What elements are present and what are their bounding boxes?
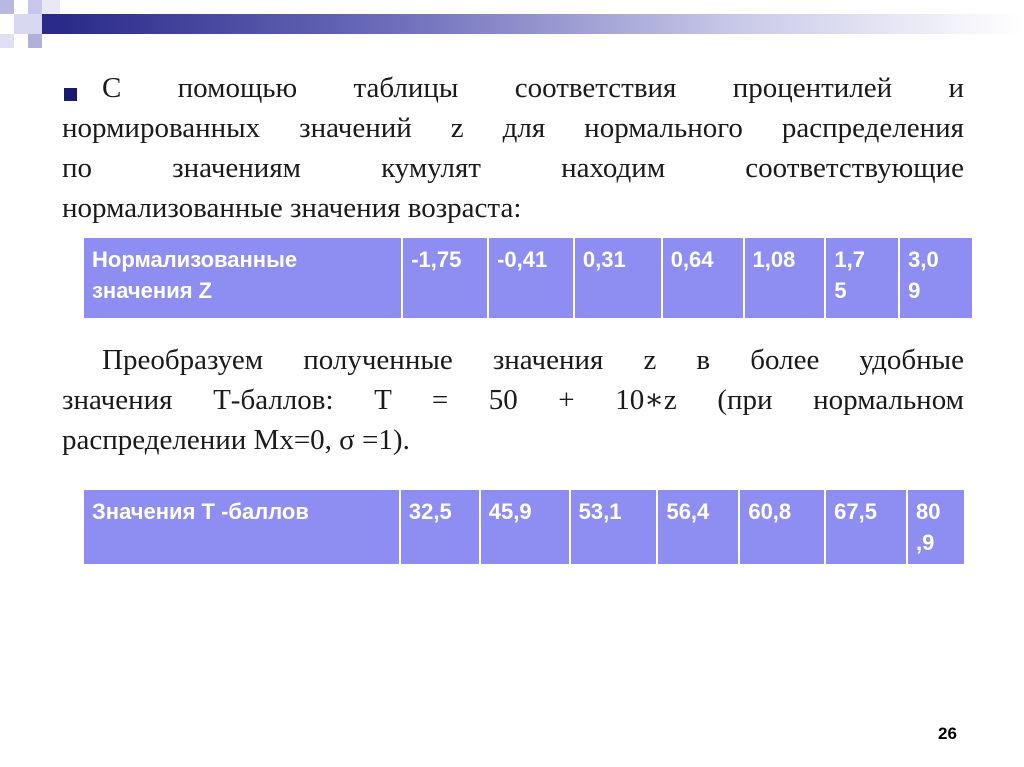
paragraph-line: нормированных значений z для нормального распределения [62,112,964,144]
t-scores-table [82,488,966,566]
cell-value: 53,1 [578,499,622,524]
paragraph-line: распределении Mx=0, σ =1). [62,424,410,456]
paragraph-line: нормализованные значения возраста: [62,192,522,224]
decor-square [42,0,60,14]
table-cell [825,237,899,319]
intro-paragraph [62,68,964,228]
cell-value: 5 [834,278,847,303]
table-cell [825,489,907,565]
decor-square [0,0,14,14]
decor-square [0,34,14,48]
cell-value: 9 [908,278,921,303]
decor-square [14,0,28,14]
cell-value: 0,64 [670,247,714,272]
cell-text: Значения Т -баллов [92,499,309,524]
table-row [83,237,973,319]
table-cell [739,489,825,565]
decor-square [14,14,42,34]
table-row [83,489,965,565]
decor-square [42,14,60,34]
cell-value: 67,5 [834,499,877,524]
cell-value: 80 [916,499,941,524]
cell-value: 0,31 [582,247,626,272]
cell-value: ,9 [916,530,935,555]
table-cell [662,237,744,319]
cell-value: 60,8 [748,499,792,524]
table-cell [570,489,658,565]
table-cell [907,489,965,565]
z-values-table [82,236,974,320]
table-header-cell [83,237,402,319]
table-cell [402,237,488,319]
cell-value: -1,75 [411,247,462,272]
cell-value: 56,4 [666,499,710,524]
cell-value: 3,0 [908,247,939,272]
t-scores-paragraph [62,340,964,460]
decor-square [28,0,42,14]
cell-value: 1,08 [752,247,796,272]
table-cell [574,237,662,319]
paragraph-line: С помощью таблицы соответствия процентилей и [102,72,964,104]
page-number: 26 [938,724,957,743]
cell-value: 32,5 [408,499,452,524]
table-cell [480,489,570,565]
cell-text: Нормализованные [92,247,298,272]
table-cell [400,489,480,565]
paragraph-line: Преобразуем полученные значения z в более удобные [102,344,964,376]
paragraph-line: по значениям кумулят находим соответствующие [62,152,964,184]
decor-square [28,34,42,48]
cell-value: 1,7 [834,247,865,272]
paragraph-line: значения Т-баллов: T = 50 + 10∗z (при нормальном [62,384,964,416]
cell-text: значения Z [92,278,213,303]
title-banner [60,14,1024,34]
table-cell [657,489,739,565]
table-cell [488,237,574,319]
table-cell [744,237,826,319]
cell-value: -0,41 [497,247,548,272]
table-cell [899,237,973,319]
cell-value: 45,9 [488,499,532,524]
table-header-cell [83,489,400,565]
